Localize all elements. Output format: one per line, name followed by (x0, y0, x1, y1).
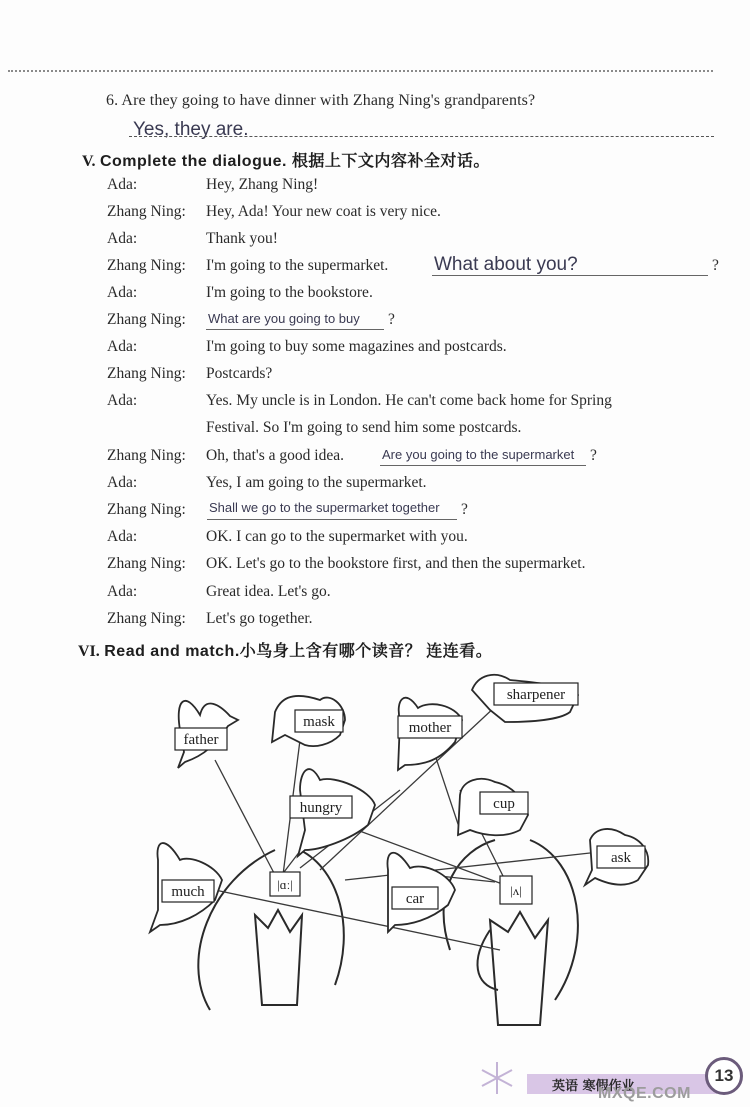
snowflake-icon (482, 1062, 512, 1094)
dialogue-text: Let's go together. (206, 610, 313, 627)
section-6-roman: VI. (78, 643, 100, 660)
left-circle-arc-right (300, 850, 344, 985)
dialogue-text: I'm going to buy some magazines and postcards. (206, 338, 507, 355)
word-sharpener: sharpener (506, 687, 566, 703)
speaker-label: Ada: (107, 392, 138, 409)
right-circle-arc-right (530, 840, 578, 1000)
dialogue-text: I'm going to the supermarket. (206, 257, 389, 274)
footer-subject: 英语 寒假作业 (552, 1079, 635, 1094)
right-tree-trunk (490, 912, 548, 1025)
answer-6: Yes, they are. (133, 119, 249, 140)
question-6: 6. Are they going to have dinner with Zhang Ning's grandparents? (106, 92, 536, 109)
word-cup: cup (493, 796, 515, 812)
word-mask: mask (303, 714, 335, 730)
dialogue-text: Yes. My uncle is in London. He can't come back home for Spring (206, 392, 612, 409)
filled-answer: What are you going to buy (208, 311, 360, 326)
watermark: MXQE.COM (598, 1085, 691, 1102)
speaker-label: Ada: (107, 230, 138, 247)
speaker-label: Ada: (107, 528, 138, 545)
speaker-label: Zhang Ning: (107, 447, 186, 464)
speaker-label: Ada: (107, 284, 138, 301)
page-number: 13 (705, 1057, 743, 1095)
speaker-label: Ada: (107, 338, 138, 355)
word-mother: mother (408, 720, 452, 736)
speaker-label: Ada: (107, 583, 138, 600)
question-mark: ? (461, 501, 468, 518)
speaker-label: Zhang Ning: (107, 311, 186, 328)
filled-answer: Shall we go to the supermarket together (209, 500, 440, 515)
word-father: father (183, 732, 219, 748)
dialogue-text: Thank you! (206, 230, 278, 247)
speaker-label: Ada: (107, 176, 138, 193)
dialogue-text: Yes, I am going to the supermarket. (206, 474, 427, 491)
speaker-label: Zhang Ning: (107, 365, 186, 382)
dialogue-text: Festival. So I'm going to send him some postcards. (206, 419, 522, 436)
speaker-label: Zhang Ning: (107, 610, 186, 627)
filled-answer: What about you? (434, 254, 578, 275)
dialogue-text: Oh, that's a good idea. (206, 447, 344, 464)
speaker-label: Ada: (107, 474, 138, 491)
word-ask: ask (611, 850, 631, 866)
dialogue-text: Hey, Ada! Your new coat is very nice. (206, 203, 441, 220)
word-hungry: hungry (299, 800, 343, 816)
dialogue-text: Great idea. Let's go. (206, 583, 331, 600)
dialogue-text: Postcards? (206, 365, 273, 382)
speaker-label: Zhang Ning: (107, 555, 186, 572)
speaker-label: Zhang Ning: (107, 203, 186, 220)
word-car: car (405, 891, 425, 907)
section-6-title: Read and match.小鸟身上含有哪个读音？ 连连看。 (104, 643, 493, 660)
dialogue-text: Hey, Zhang Ning! (206, 176, 319, 193)
section-5-roman: V. (82, 153, 96, 170)
question-mark: ? (388, 311, 395, 328)
dialogue-text: OK. I can go to the supermarket with you. (206, 528, 468, 545)
speaker-label: Zhang Ning: (107, 257, 186, 274)
dialogue-text: OK. Let's go to the bookstore first, and then the supermarket. (206, 555, 586, 572)
line-father (215, 760, 275, 875)
filled-answer: Are you going to the supermarket (382, 447, 575, 462)
dialogue-text: I'm going to the bookstore. (206, 284, 373, 301)
phoneme-u: |ʌ| (510, 883, 522, 898)
phoneme-a: |ɑː| (277, 877, 293, 892)
section-5-title: Complete the dialogue. 根据上下文内容补全对话。 (99, 153, 490, 170)
question-mark: ? (712, 257, 719, 274)
line-ask (345, 853, 590, 880)
question-mark: ? (590, 447, 597, 464)
speaker-label: Zhang Ning: (107, 501, 186, 518)
word-much: much (171, 884, 205, 900)
left-tree-trunk (255, 910, 302, 1005)
